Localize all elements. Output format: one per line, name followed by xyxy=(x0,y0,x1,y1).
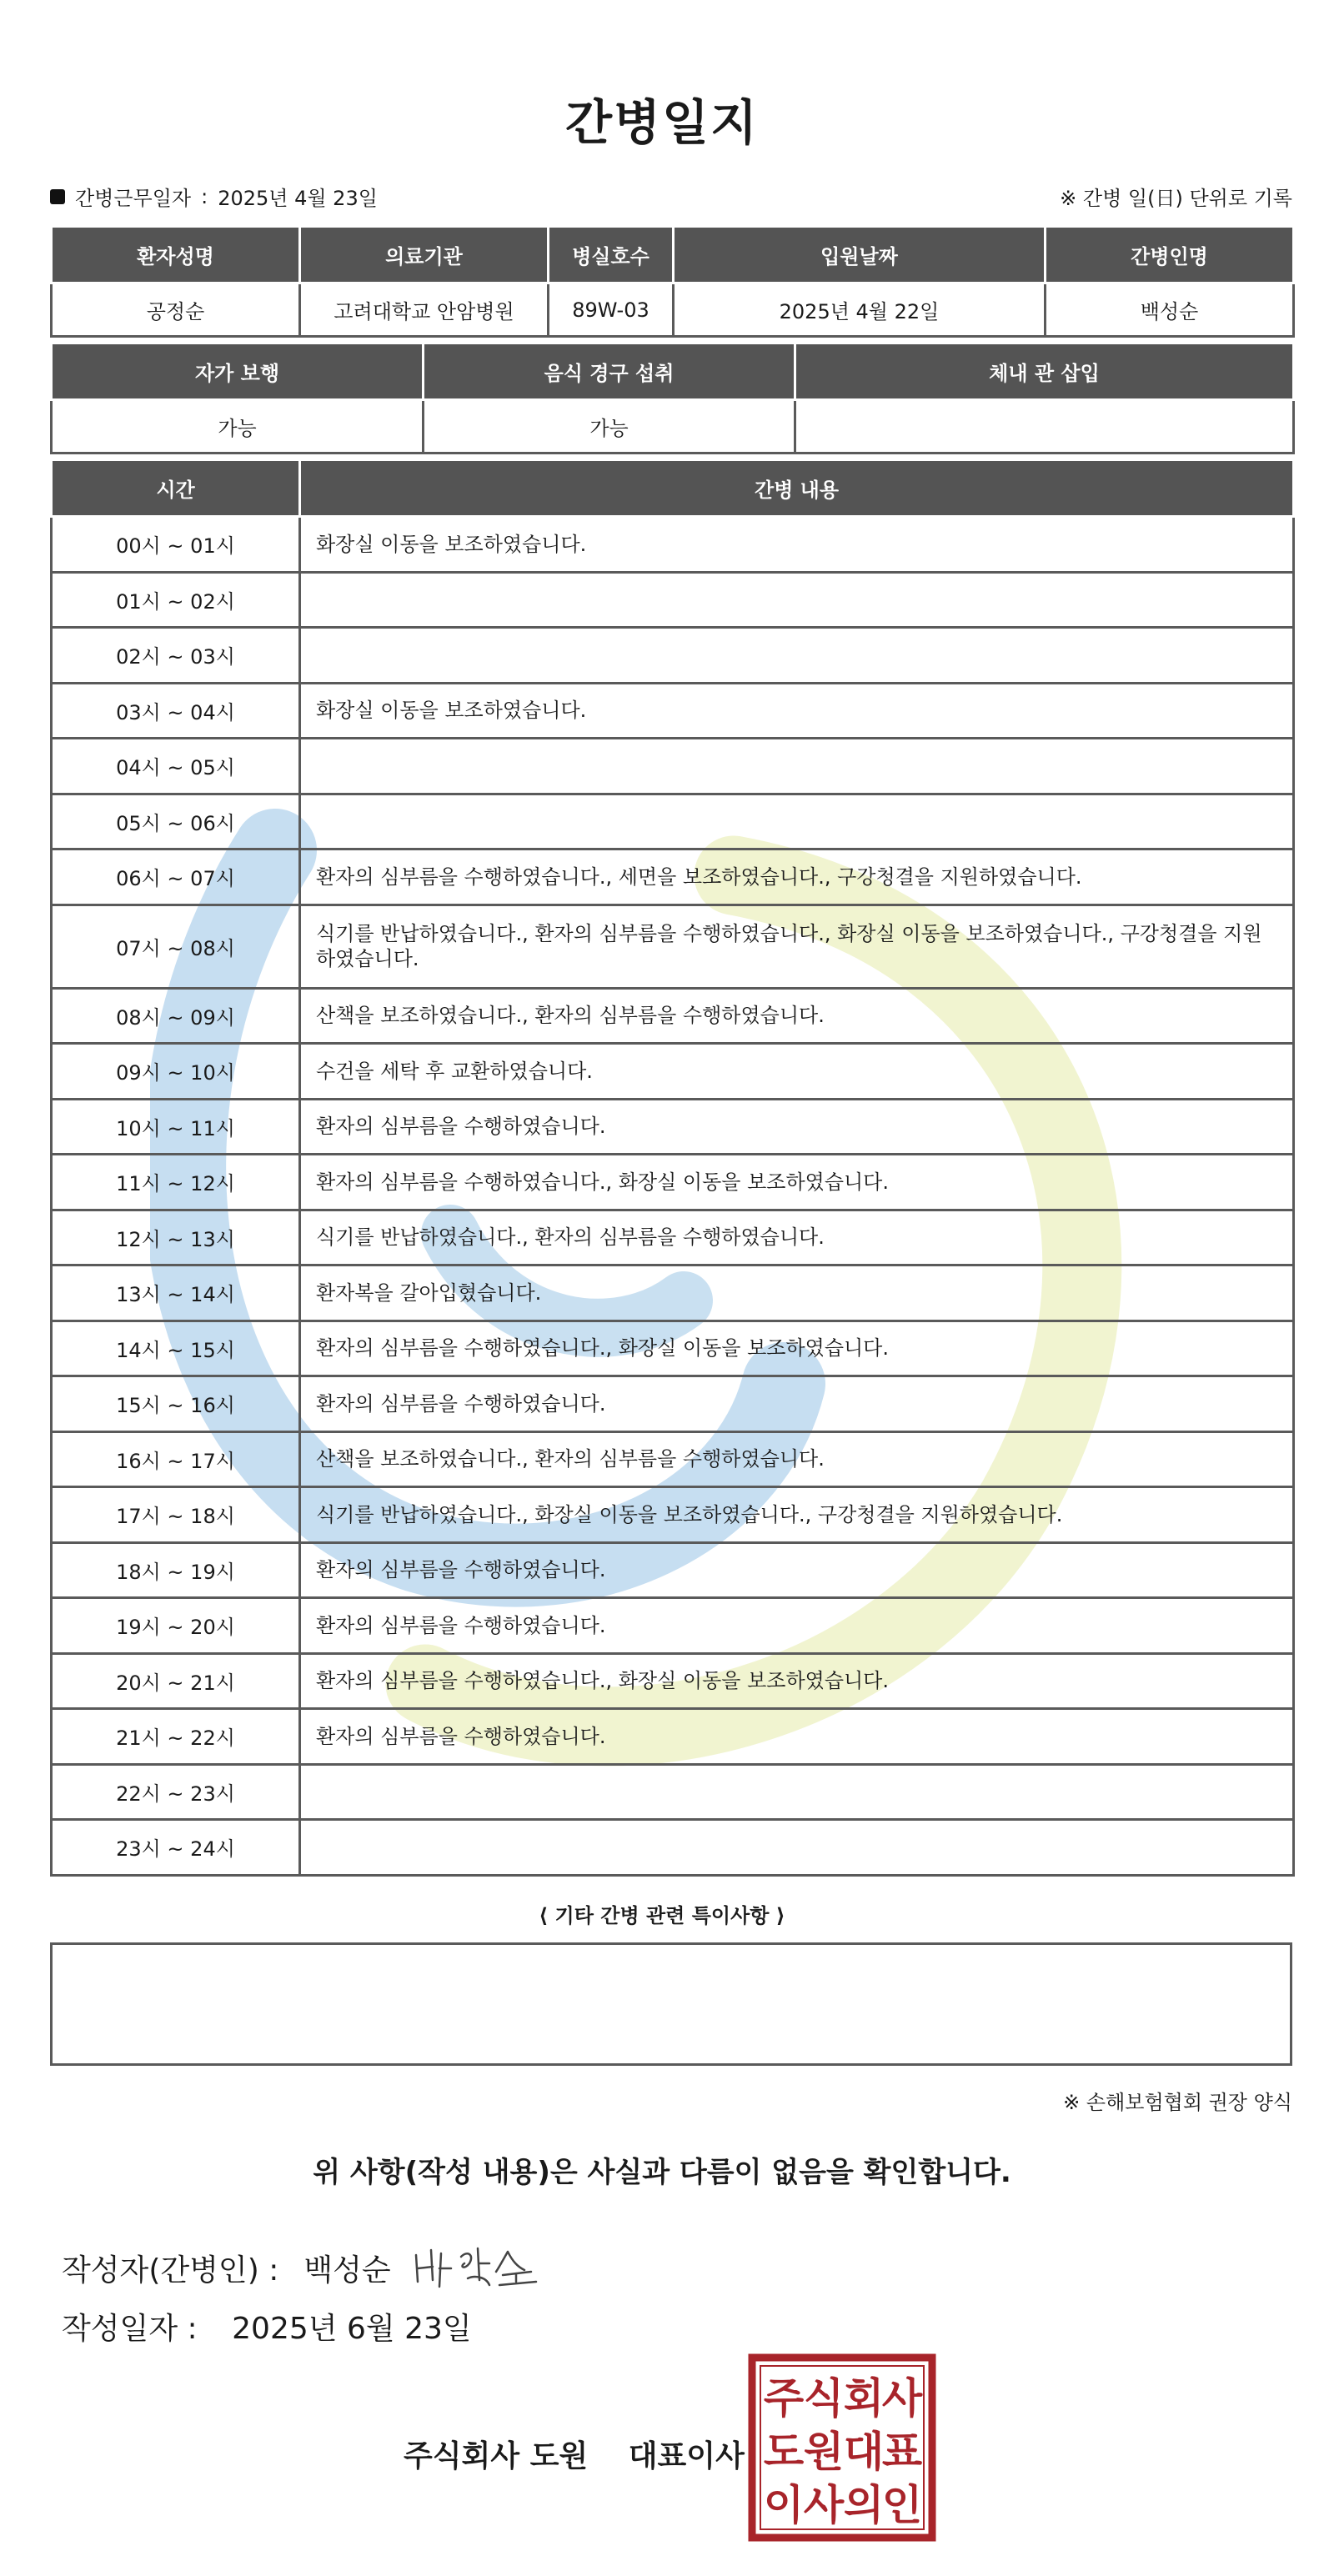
log-time: 06시 ~ 07시 xyxy=(52,849,300,905)
log-time: 20시 ~ 21시 xyxy=(52,1653,300,1709)
svg-text:회: 회 xyxy=(843,2374,885,2423)
log-content: 환자의 심부름을 수행하였습니다. xyxy=(300,1598,1294,1654)
log-content: 식기를 반납하였습니다., 화장실 이동을 보조하였습니다., 구강청결을 지원하였습니다. xyxy=(300,1487,1294,1543)
work-date-separator: : xyxy=(201,184,208,208)
log-row xyxy=(52,1487,1294,1543)
log-content: 수건을 세탁 후 교환하였습니다. xyxy=(300,1044,1294,1100)
log-row xyxy=(52,1709,1294,1765)
log-row xyxy=(52,905,1294,988)
log-time: 09시 ~ 10시 xyxy=(52,1044,300,1100)
svg-text:인: 인 xyxy=(881,2481,923,2529)
log-content: 환자의 심부름을 수행하였습니다., 화장실 이동을 보조하였습니다. xyxy=(300,1321,1294,1376)
admission-date: 2025년 4월 22일 xyxy=(674,283,1046,337)
log-row xyxy=(52,739,1294,794)
patient-info-table xyxy=(50,225,1295,338)
unit-note: ※ 간병 일(日) 단위로 기록 xyxy=(1060,187,1292,210)
log-time: 16시 ~ 17시 xyxy=(52,1431,300,1487)
room-number: 89W-03 xyxy=(549,283,674,337)
log-content xyxy=(300,794,1294,849)
log-content: 식기를 반납하였습니다., 환자의 심부름을 수행하였습니다. xyxy=(300,1210,1294,1265)
log-content xyxy=(300,1764,1294,1820)
log-time: 13시 ~ 14시 xyxy=(52,1265,300,1321)
header-tube-insertion: 체내 관 삽입 xyxy=(795,343,1294,400)
work-date xyxy=(50,182,378,211)
care-log-table xyxy=(50,459,1295,1877)
header-room: 병실호수 xyxy=(549,227,674,283)
log-row xyxy=(52,1044,1294,1100)
log-row xyxy=(52,517,1294,573)
log-time: 05시 ~ 06시 xyxy=(52,794,300,849)
log-row xyxy=(52,794,1294,849)
svg-text:이: 이 xyxy=(763,2481,805,2529)
log-time: 23시 ~ 24시 xyxy=(52,1820,300,1876)
log-content: 화장실 이동을 보조하였습니다. xyxy=(300,517,1294,573)
svg-text:사: 사 xyxy=(881,2374,923,2423)
patient-header-row xyxy=(52,227,1294,283)
status-value-row xyxy=(52,400,1294,454)
company-name: 주식회사 도원 xyxy=(404,2439,589,2473)
patient-name: 공정순 xyxy=(52,283,300,337)
special-notes-title: ⟨ 기타 간병 관련 특이사항 ⟩ xyxy=(539,1904,785,1927)
log-content xyxy=(300,572,1294,628)
tube-insertion-value xyxy=(795,400,1294,454)
header-admission-date: 입원날짜 xyxy=(674,227,1046,283)
company-line xyxy=(404,2433,745,2475)
log-content: 환자의 심부름을 수행하였습니다., 화장실 이동을 보조하였습니다. xyxy=(300,1653,1294,1709)
header-patient-name: 환자성명 xyxy=(52,227,300,283)
log-content: 화장실 이동을 보조하였습니다. xyxy=(300,683,1294,739)
log-content: 산책을 보조하였습니다., 환자의 심부름을 수행하였습니다. xyxy=(300,1431,1294,1487)
svg-text:의: 의 xyxy=(843,2481,885,2529)
svg-text:사: 사 xyxy=(803,2481,845,2529)
status-header-row xyxy=(52,343,1294,400)
svg-text:주: 주 xyxy=(763,2374,805,2423)
log-row xyxy=(52,1265,1294,1321)
svg-text:대: 대 xyxy=(843,2428,885,2476)
confirmation-statement: 위 사항(작성 내용)은 사실과 다름이 없음을 확인합니다. xyxy=(313,2156,1011,2189)
hospital-name: 고려대학교 안암병원 xyxy=(300,283,549,337)
log-row xyxy=(52,1764,1294,1820)
log-content: 환자의 심부름을 수행하였습니다. xyxy=(300,1542,1294,1598)
log-row xyxy=(52,1155,1294,1210)
log-row xyxy=(52,1431,1294,1487)
company-representative-title: 대표이사 xyxy=(628,2439,745,2473)
log-row xyxy=(52,1099,1294,1155)
log-row xyxy=(52,1210,1294,1265)
log-time: 21시 ~ 22시 xyxy=(52,1709,300,1765)
header-self-walking: 자가 보행 xyxy=(52,343,424,400)
self-walking-value: 가능 xyxy=(52,400,424,454)
log-row xyxy=(52,1321,1294,1376)
log-content: 산책을 보조하였습니다., 환자의 심부름을 수행하였습니다. xyxy=(300,988,1294,1044)
work-date-label: 간병근무일자 xyxy=(75,187,192,210)
log-body xyxy=(52,517,1294,1876)
svg-text:원: 원 xyxy=(803,2428,845,2476)
log-content: 환자의 심부름을 수행하였습니다. xyxy=(300,1709,1294,1765)
log-row xyxy=(52,849,1294,905)
log-content: 환자복을 갈아입혔습니다. xyxy=(300,1265,1294,1321)
log-time: 14시 ~ 15시 xyxy=(52,1321,300,1376)
writer-label: 작성자(간병인) : xyxy=(62,2253,279,2288)
log-time: 12시 ~ 13시 xyxy=(52,1210,300,1265)
log-time: 10시 ~ 11시 xyxy=(52,1099,300,1155)
log-time: 15시 ~ 16시 xyxy=(52,1376,300,1432)
written-date-value: 2025년 6월 23일 xyxy=(232,2312,472,2346)
log-time: 11시 ~ 12시 xyxy=(52,1155,300,1210)
company-seal-stamp xyxy=(747,2353,937,2543)
header-care-content: 간병 내용 xyxy=(300,460,1294,517)
special-notes-box xyxy=(50,1942,1292,2066)
svg-text:표: 표 xyxy=(881,2428,923,2476)
form-source-note: ※ 손해보험협회 권장 양식 xyxy=(1063,2091,1292,2114)
log-content: 환자의 심부름을 수행하였습니다. xyxy=(300,1099,1294,1155)
log-row xyxy=(52,1542,1294,1598)
log-content xyxy=(300,628,1294,684)
log-content: 환자의 심부름을 수행하였습니다., 세면을 보조하였습니다., 구강청결을 지원하였습니다. xyxy=(300,849,1294,905)
svg-text:도: 도 xyxy=(763,2428,805,2476)
header-caregiver: 간병인명 xyxy=(1046,227,1294,283)
log-row xyxy=(52,572,1294,628)
log-row xyxy=(52,628,1294,684)
log-content: 환자의 심부름을 수행하였습니다. xyxy=(300,1376,1294,1432)
log-row xyxy=(52,1376,1294,1432)
header-oral-intake: 음식 경구 섭취 xyxy=(424,343,795,400)
work-date-value: 2025년 4월 23일 xyxy=(218,187,378,210)
log-time: 04시 ~ 05시 xyxy=(52,739,300,794)
patient-value-row xyxy=(52,283,1294,337)
log-row xyxy=(52,683,1294,739)
writer-line xyxy=(62,2238,576,2297)
log-time: 17시 ~ 18시 xyxy=(52,1487,300,1543)
log-content xyxy=(300,1820,1294,1876)
log-content: 식기를 반납하였습니다., 환자의 심부름을 수행하였습니다., 화장실 이동을 보조하였습니다., 구강청결을 지원하였습니다. xyxy=(300,905,1294,988)
log-content: 환자의 심부름을 수행하였습니다., 화장실 이동을 보조하였습니다. xyxy=(300,1155,1294,1210)
log-row xyxy=(52,1653,1294,1709)
document-title: 간병일지 xyxy=(564,94,760,151)
svg-text:식: 식 xyxy=(803,2374,845,2423)
patient-status-table xyxy=(50,342,1295,454)
handwritten-signature xyxy=(409,2238,576,2297)
log-time: 08시 ~ 09시 xyxy=(52,988,300,1044)
log-row xyxy=(52,988,1294,1044)
log-time: 18시 ~ 19시 xyxy=(52,1542,300,1598)
log-row xyxy=(52,1598,1294,1654)
square-bullet-icon xyxy=(50,189,65,204)
log-content xyxy=(300,739,1294,794)
writer-name: 백성순 xyxy=(303,2253,391,2288)
log-time: 02시 ~ 03시 xyxy=(52,628,300,684)
log-time: 03시 ~ 04시 xyxy=(52,683,300,739)
log-header-row xyxy=(52,460,1294,517)
log-time: 07시 ~ 08시 xyxy=(52,905,300,988)
caregiver-name: 백성순 xyxy=(1046,283,1294,337)
written-date-label: 작성일자 : xyxy=(62,2312,198,2346)
written-date-line xyxy=(62,2305,472,2348)
meta-row xyxy=(50,182,1292,218)
log-row xyxy=(52,1820,1294,1876)
log-time: 00시 ~ 01시 xyxy=(52,517,300,573)
header-hospital: 의료기관 xyxy=(300,227,549,283)
log-time: 01시 ~ 02시 xyxy=(52,572,300,628)
oral-intake-value: 가능 xyxy=(424,400,795,454)
log-time: 22시 ~ 23시 xyxy=(52,1764,300,1820)
header-time: 시간 xyxy=(52,460,300,517)
log-time: 19시 ~ 20시 xyxy=(52,1598,300,1654)
